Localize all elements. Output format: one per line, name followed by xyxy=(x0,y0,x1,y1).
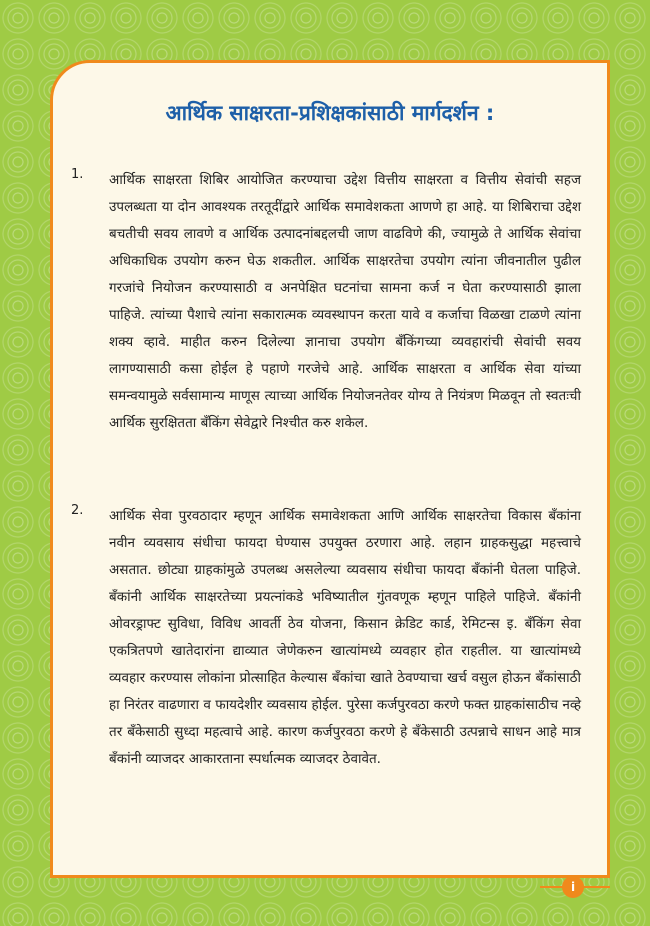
item-number: 1. xyxy=(71,167,84,182)
page-title: आर्थिक साक्षरता-प्रशिक्षकांसाठी मार्गदर्शन : xyxy=(165,101,495,125)
page-number-badge: i xyxy=(562,876,584,898)
item-text: आर्थिक साक्षरता शिबिर आयोजित करण्याचा उद्देश वित्तीय साक्षरता व वित्तीय सेवांची सहज उपलब्धता या दोन आवश्यक तरतूदींद्वारे आर्थिक समावेशकता आणणे हा आहे. या शिबिराचा उद्देश बचतीची सवय लावणे व आर्थिक उत्पादनांबद्दलची जाण वाढविणे की, ज्यामुळे ते आर्थिक सेवांचा अधिकाधिक उपयोग करुन घेऊ शकतील. आर्थिक साक्षरतेचा उपयोग त्यांना जीवनातील पुढील गरजांचे नियोजन करण्यासाठी व अनपेक्षित घटनांचा सामना कर्ज न घेता करण्यासाठी झाला पाहिजे. त्यांच्या पैशाचे त्यांना सकारात्मक व्यवस्थापन करता यावे व कर्जाचा विळखा टाळणे त्यांना शक्य व्हावे. माहीत करुन दिलेल्या ज्ञानाचा उपयोग बँकिंगच्या व्यवहारांची सेवांची सवय लागण्यासाठी कसा होईल हे पहाणे गरजेचे आहे. आर्थिक साक्षरता व आर्थिक सेवा यांच्या समन्वयामुळे सर्वसामान्य माणूस त्याच्या आर्थिक नियोजनतेवर योग्य ते नियंत्रण मिळवून तो स्वतःची आर्थिक सुरक्षितता बँकिंग सेवेद्वारे निश्चीत करु शकेल. xyxy=(109,172,581,431)
item-text: आर्थिक सेवा पुरवठादार म्हणून आर्थिक समावेशकता आणि आर्थिक साक्षरतेचा विकास बँकांना नवीन व्यवसाय संधीचा फायदा घेण्यास उपयुक्त ठरणारा आहे. लहान ग्राहकसुद्धा महत्त्वाचे असतात. छोट्या ग्राहकांमुळे उपलब्ध असलेल्या व्यवसाय संधीचा फायदा बँकांनी घेतला पाहिजे. बँकांनी आर्थिक साक्षरतेच्या प्रयत्नांकडे भविष्यातील गुंतवणूक म्हणून पाहिले पाहिजे. बँकांनी ओवरड्राफ्ट सुविधा, विविध आवर्ती ठेव योजना, किसान क्रेडिट कार्ड, रेमिटन्स इ. बँकिंग सेवा एकत्रितपणे खातेदारांना द्याव्यात जेणेकरुन खात्यांमध्ये व्यवहार होत राहतील. या खात्यांमध्ये व्यवहार करण्यास लोकांना प्रोत्साहित केल्यास बँकांचा खाते ठेवण्याचा खर्च वसुल होऊन बँकांसाठी हा निरंतर वाढणारा व फायदेशीर व्यवसाय होईल. पुरेसा कर्जपुरवठा करणे फक्त ग्राहकांसाठीच नव्हे तर बँकेसाठी सुध्दा महत्वाचे आहे. कारण कर्जपुरवठा करणे हे बँकेसाठी उत्पन्नाचे साधन आहे मात्र बँकांनी व्याजदर आकारताना स्पर्धात्मक व्याजदर ठेवावेत. xyxy=(109,508,581,767)
content-card xyxy=(50,60,610,878)
list-item xyxy=(71,167,581,437)
list-item xyxy=(71,503,581,773)
item-number: 2. xyxy=(71,503,84,518)
